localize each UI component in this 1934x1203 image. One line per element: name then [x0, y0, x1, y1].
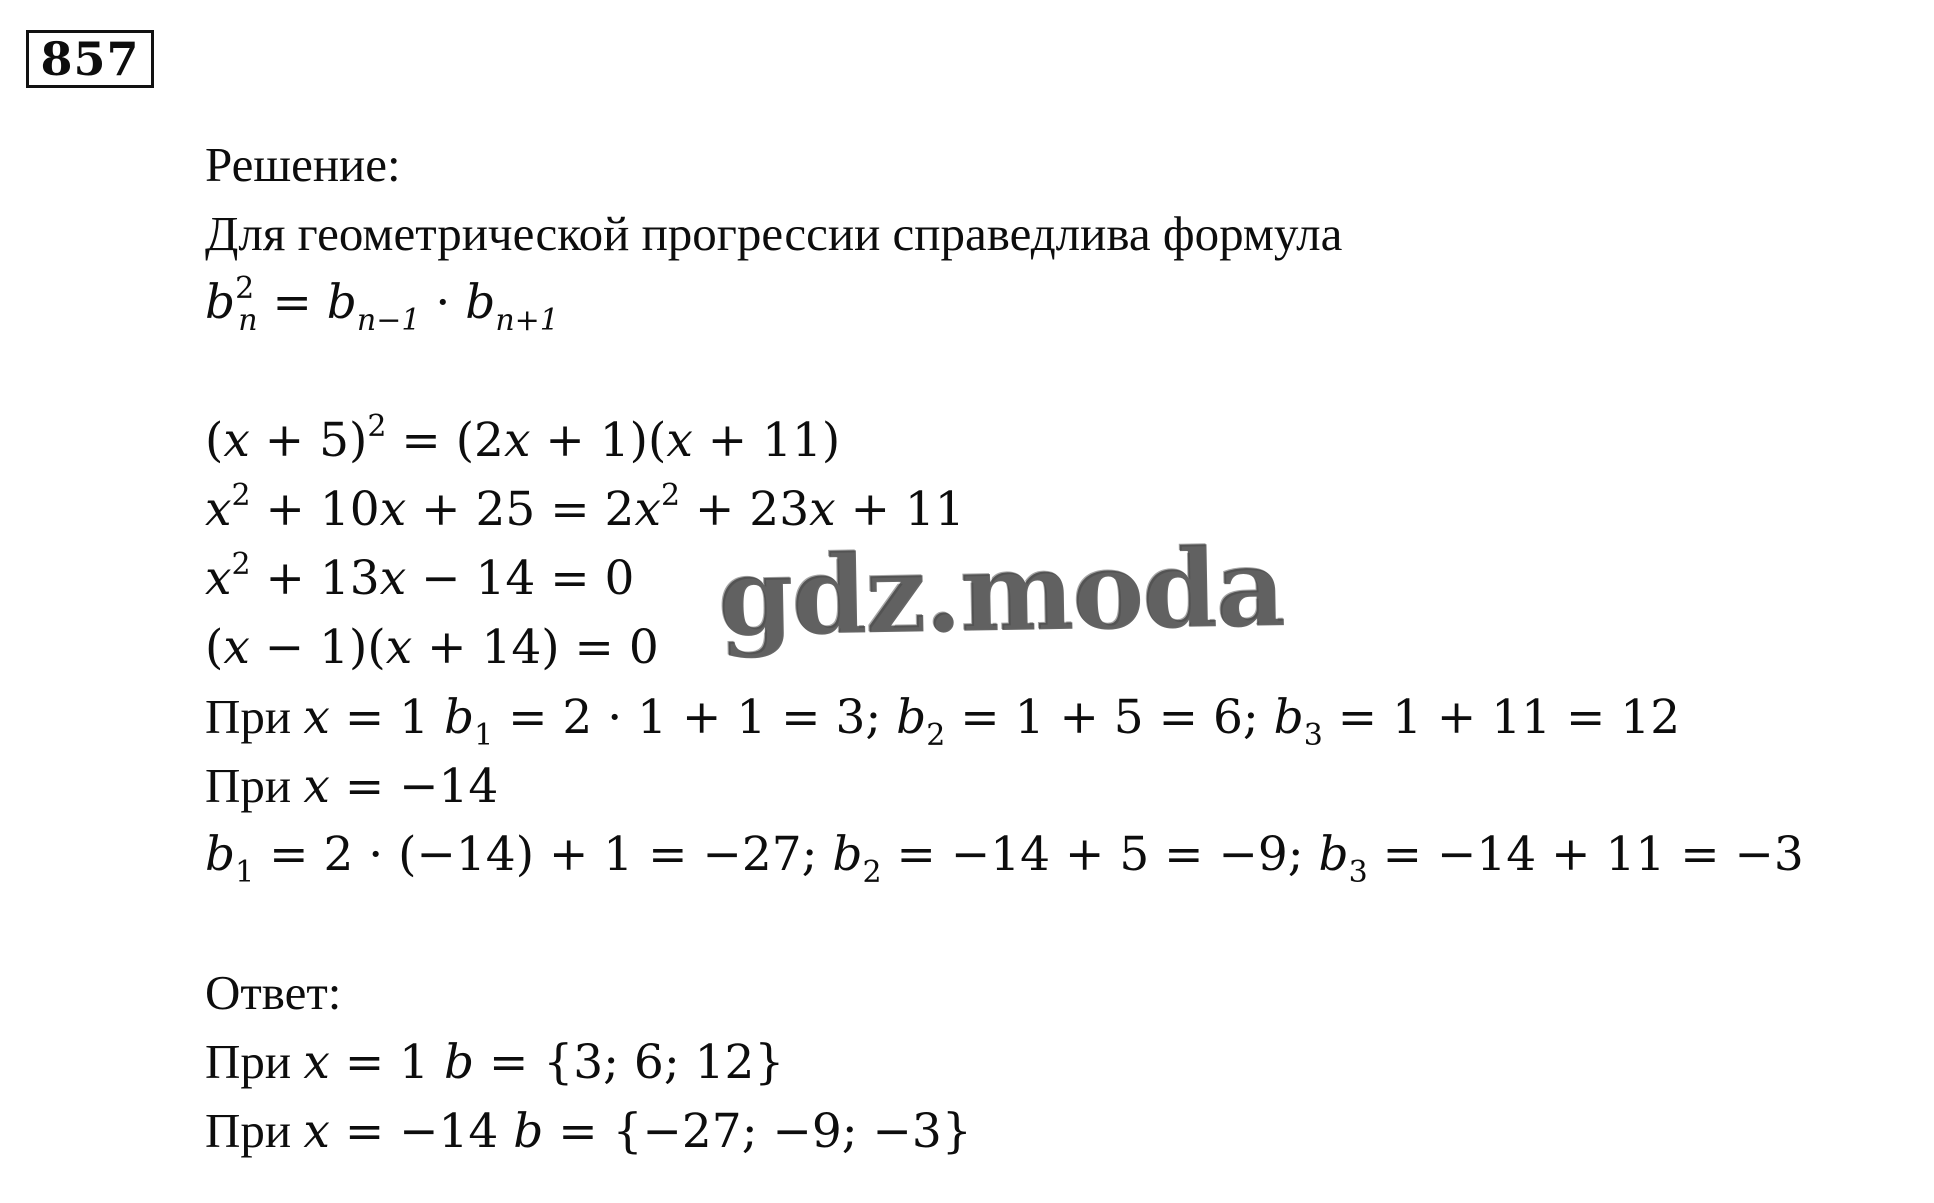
equation-step-2: $x^2 + 10x + 25 = 2x^2 + 23x + 11$: [205, 478, 965, 537]
answer-2: При x = −14 b = {−27; −9; −3}: [205, 1103, 972, 1159]
progression-formula: $b^2_n = b_{n-1} \cdot b_{n+1}$: [205, 271, 559, 338]
blank-line: [205, 889, 1925, 958]
answer-label: Ответ:: [205, 965, 342, 1020]
case-x-equals-minus-14: При x = −14: [205, 758, 499, 814]
blank-line: [205, 337, 1925, 406]
watermark: gdz.moda: [716, 525, 1285, 661]
solution-label: Решение:: [205, 137, 401, 192]
equation-step-1: $(x + 5)^2 = (2x + 1)(x + 11)$: [205, 409, 841, 468]
equation-step-4: (x − 1)(x + 14) = 0: [205, 620, 659, 675]
problem-number-box: 857: [26, 30, 154, 88]
formula-intro: Для геометрической прогрессии справедлива формула: [205, 206, 1343, 261]
answer-1: При x = 1 b = {3; 6; 12}: [205, 1034, 785, 1090]
case-x-equals-1: При x = 1 $b_1 = 2 \cdot 1 + 1 = 3$; $b_2 = 1 + 5 = 6$; $b_3 = 1 + 11 = 12$: [205, 689, 1681, 753]
equation-step-3: $x^2 + 13x - 14 = 0$: [205, 547, 635, 606]
case-minus-14-terms: $b_1 = 2 \cdot (-14) + 1 = -27$; $b_2 = -14 + 5 = -9$; $b_3 = -14 + 11 = -3$: [205, 827, 1804, 890]
